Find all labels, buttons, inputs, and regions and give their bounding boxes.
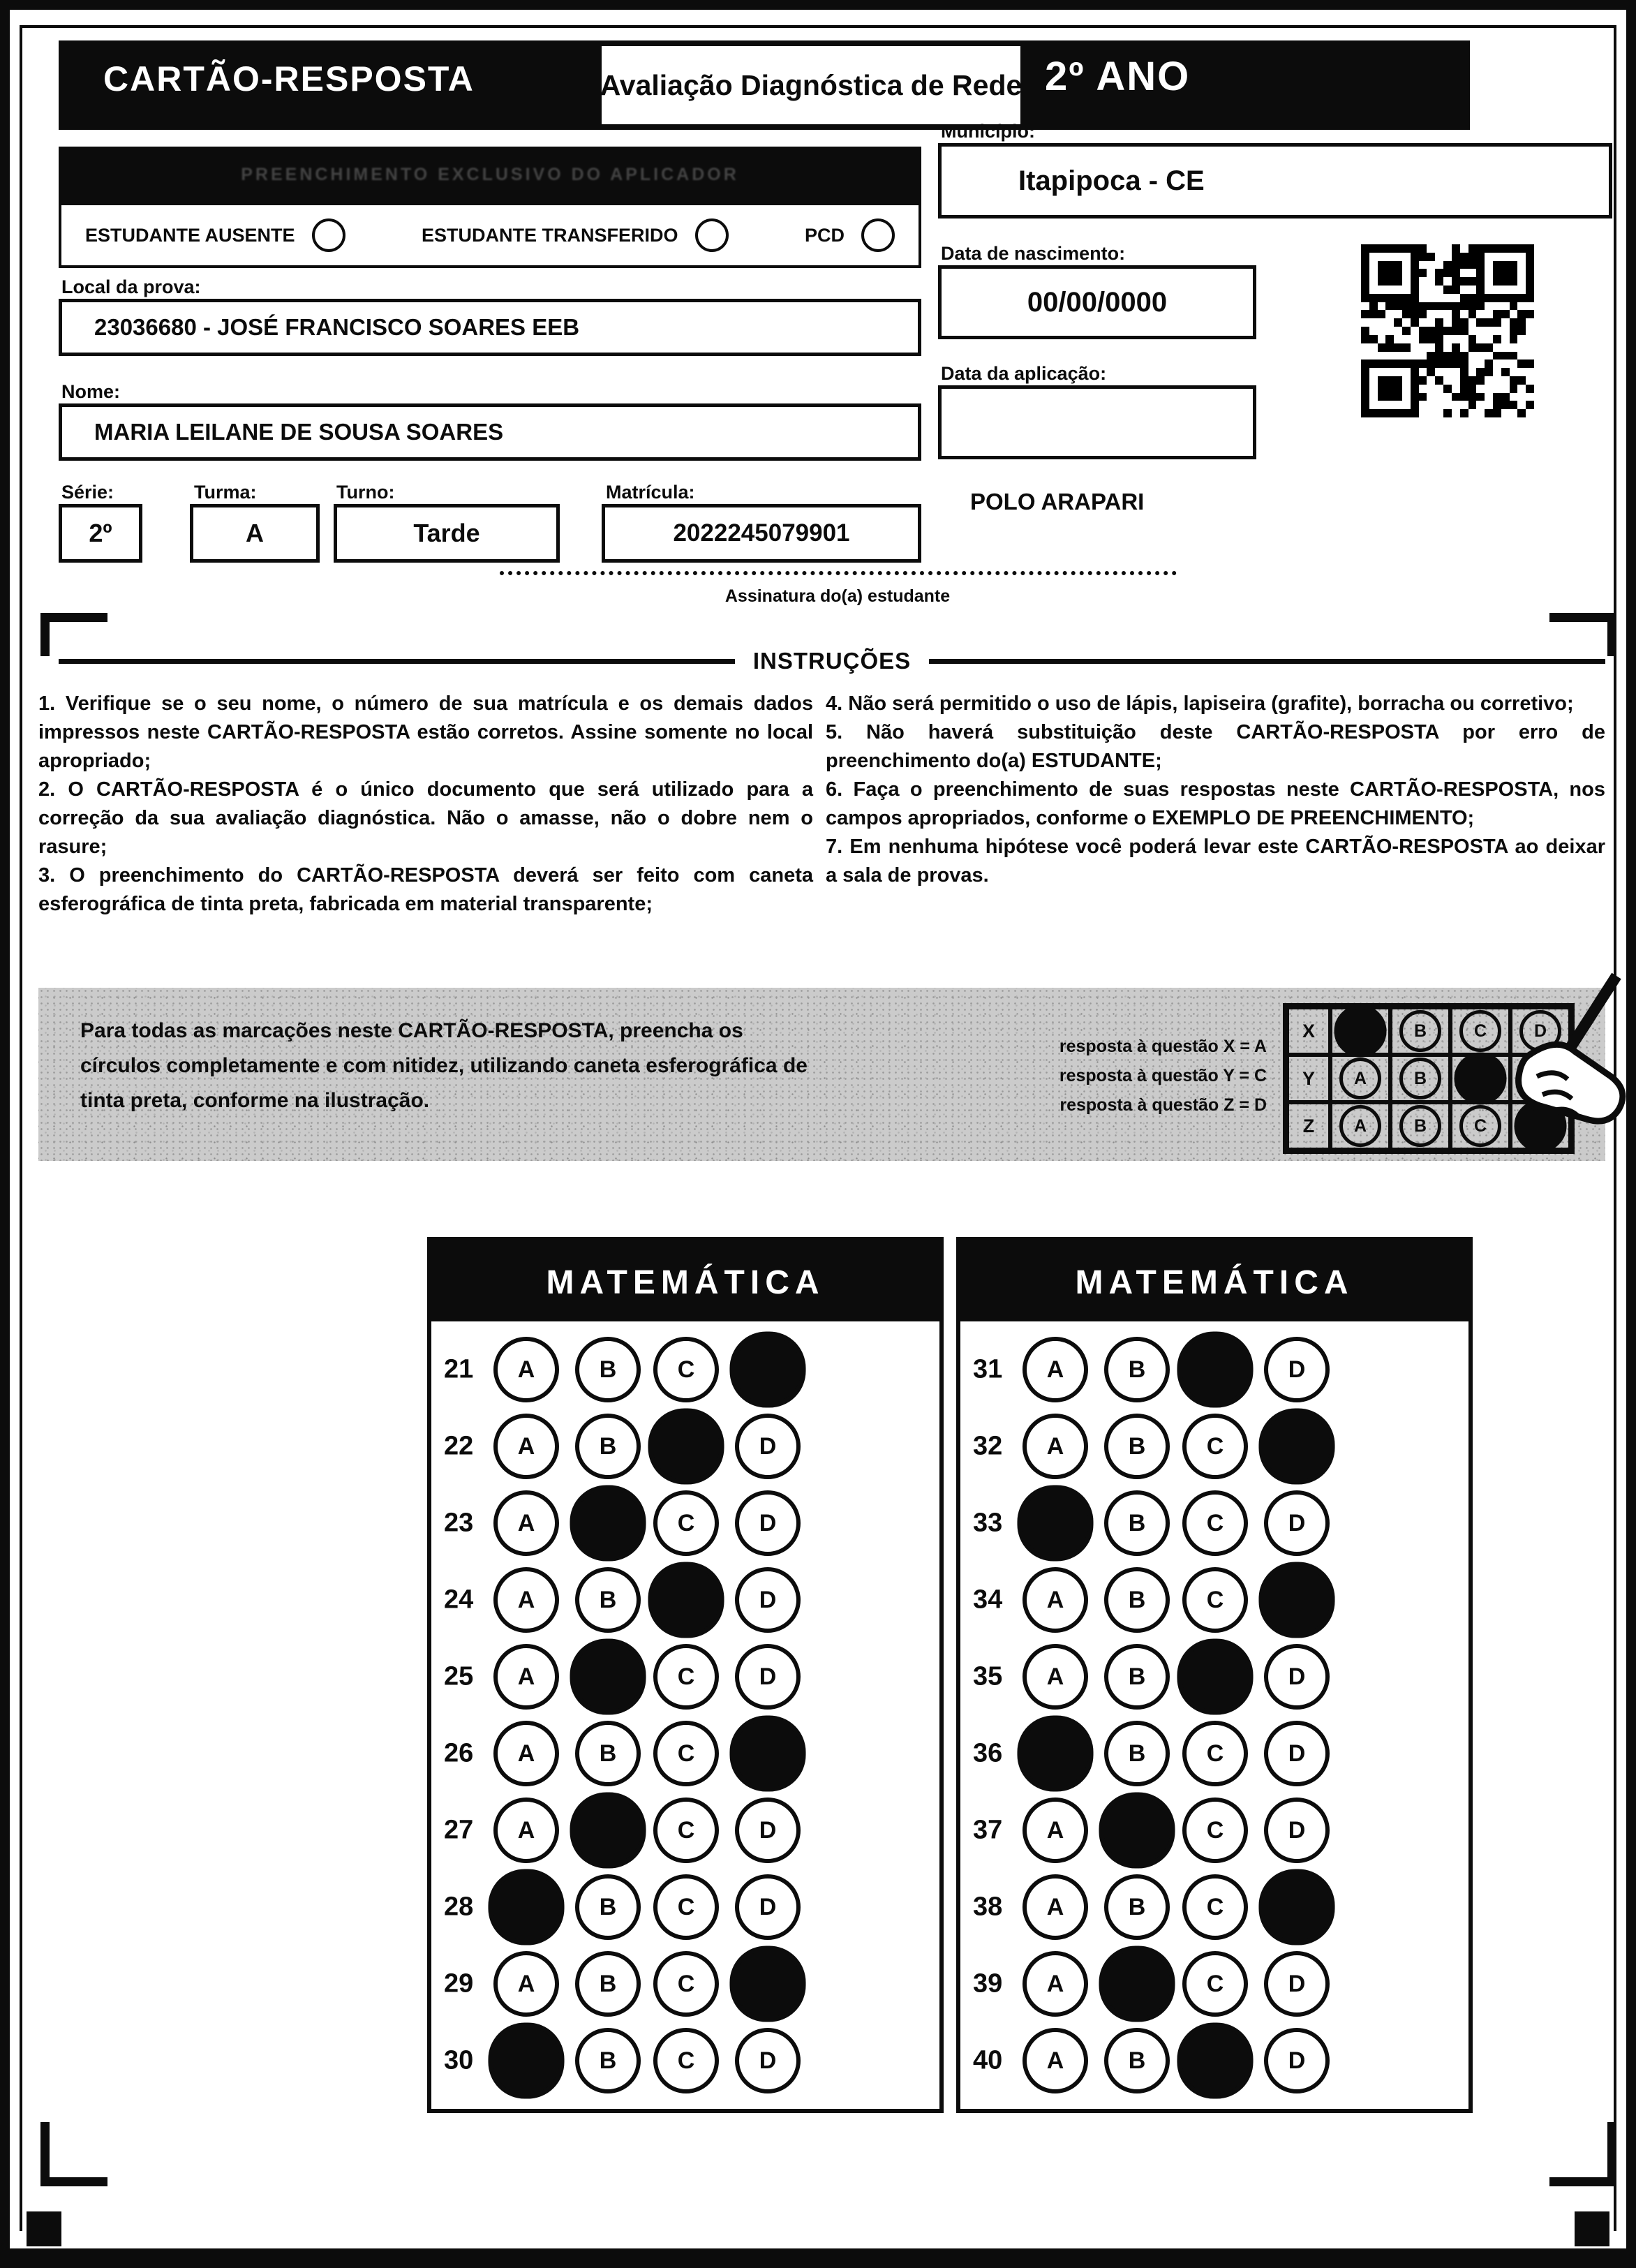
example-bubble-X-A xyxy=(1334,1005,1387,1058)
bracket-bottom-right xyxy=(1549,2122,1616,2186)
answer-row xyxy=(431,1562,939,1638)
answer-grid-1 xyxy=(427,1317,944,2113)
instruction-item: 5. Não haverá substituição deste CARTÃO-RESPOSTA por erro de preenchimento do(a) ESTUDANTE; xyxy=(826,721,1605,772)
question-number: 32 xyxy=(973,1431,1003,1461)
example-cell xyxy=(1390,1055,1450,1102)
instruction-item: 3. O preenchimento do CARTÃO-RESPOSTA deverá ser feito com caneta esferográfica de tinta preta, fabricada em material transparente; xyxy=(38,864,813,915)
answer-row xyxy=(960,1715,1468,1792)
turno-field xyxy=(334,504,560,563)
instruction-item: 1. Verifique se o seu nome, o número de sua matrícula e os demais dados impressos neste CARTÃO-RESPOSTA estão corretos. Assine somente no local apropriado; xyxy=(38,692,813,772)
nome-label: Nome: xyxy=(61,381,121,402)
example-bubble-X-C: C xyxy=(1459,1010,1501,1052)
bubble-38-C[interactable]: C xyxy=(1182,1874,1248,1940)
answer-row xyxy=(960,1792,1468,1869)
bubble-25-C[interactable]: C xyxy=(653,1644,719,1710)
bubble-21-C[interactable]: C xyxy=(653,1337,719,1402)
answer-row xyxy=(960,1331,1468,1408)
polo-label: POLO ARAPARI xyxy=(970,489,1145,514)
question-number: 39 xyxy=(973,1969,1003,1999)
question-number: 29 xyxy=(444,1969,474,1999)
example-bubble-X-B: B xyxy=(1399,1010,1441,1052)
bubble-28-A[interactable] xyxy=(488,1869,564,1945)
example-bubble-Y-B: B xyxy=(1399,1058,1441,1099)
example-cell xyxy=(1330,1055,1390,1102)
answer-row xyxy=(431,1869,939,1945)
instruction-item: 2. O CARTÃO-RESPOSTA é o único documento que será utilizado para a correção da sua avaliação diagnóstica. Não o amasse, não o dobre nem o rasure; xyxy=(38,778,813,858)
example-cell xyxy=(1390,1007,1450,1055)
hand-pen-illustration xyxy=(1464,972,1632,1159)
bubble-33-C[interactable]: C xyxy=(1182,1490,1248,1556)
question-number: 33 xyxy=(973,1508,1003,1538)
bubble-31-D[interactable]: D xyxy=(1264,1337,1330,1402)
bubble-30-C[interactable]: C xyxy=(653,2028,719,2093)
question-number: 23 xyxy=(444,1508,474,1538)
bubble-30-B[interactable]: B xyxy=(575,2028,641,2093)
answer-row xyxy=(431,2022,939,2099)
status-label: PCD xyxy=(804,224,845,246)
bubble-40-C[interactable] xyxy=(1177,2022,1253,2098)
bubble-39-B[interactable] xyxy=(1099,1945,1175,2022)
answer-row xyxy=(431,1945,939,2022)
bubble-29-D[interactable] xyxy=(729,1945,805,2022)
bubble-23-A[interactable]: A xyxy=(493,1490,559,1556)
local-label: Local da prova: xyxy=(61,276,201,297)
bubble-30-D[interactable]: D xyxy=(735,2028,801,2093)
answer-row xyxy=(960,1945,1468,2022)
applicator-bar-text: PREENCHIMENTO EXCLUSIVO DO APLICADOR xyxy=(241,164,739,184)
bubble-25-A[interactable]: A xyxy=(493,1644,559,1710)
question-number: 36 xyxy=(973,1738,1003,1768)
answer-row xyxy=(960,1562,1468,1638)
grade-label: 2º ANO xyxy=(1045,54,1191,99)
bubble-39-A[interactable]: A xyxy=(1022,1951,1088,2017)
municipio-label: Município: xyxy=(941,121,1035,142)
bubble-35-D[interactable]: D xyxy=(1264,1644,1330,1710)
nascimento-value: 00/00/0000 xyxy=(1027,286,1168,318)
bubble-32-A[interactable]: A xyxy=(1022,1414,1088,1479)
status-label: ESTUDANTE TRANSFERIDO xyxy=(422,224,678,246)
bubble-34-C[interactable]: C xyxy=(1182,1567,1248,1633)
instructions-header xyxy=(59,648,1605,674)
example-cell xyxy=(1330,1007,1390,1055)
instructions-title: INSTRUÇÕES xyxy=(752,648,912,674)
bubble-22-B[interactable]: B xyxy=(575,1414,641,1479)
bubble-28-D[interactable]: D xyxy=(735,1874,801,1940)
page-border-bottom xyxy=(0,2248,1636,2268)
status-option-pcd xyxy=(805,218,895,252)
question-number: 30 xyxy=(444,2045,474,2075)
bubble-24-C[interactable] xyxy=(648,1562,724,1638)
answer-row xyxy=(960,1485,1468,1562)
answer-row xyxy=(431,1331,939,1408)
status-option-ausente xyxy=(85,218,345,252)
question-number: 21 xyxy=(444,1354,474,1384)
example-row-label: Y xyxy=(1287,1055,1330,1102)
matricula-value: 2022245079901 xyxy=(673,519,850,547)
instruction-item: 7. Em nenhuma hipótese você poderá levar este CARTÃO-RESPOSTA ao deixar a sala de provas. xyxy=(826,836,1605,887)
answer-row xyxy=(431,1715,939,1792)
example-bubble-Z-C: C xyxy=(1459,1105,1501,1147)
bubble-32-D[interactable] xyxy=(1258,1408,1334,1484)
bubble-21-D[interactable] xyxy=(729,1331,805,1407)
bubble-37-A[interactable]: A xyxy=(1022,1798,1088,1863)
bubble-33-B[interactable]: B xyxy=(1104,1490,1170,1556)
pcd-bubble[interactable] xyxy=(861,218,895,252)
bubble-25-B[interactable] xyxy=(570,1638,646,1714)
bubble-27-B[interactable] xyxy=(570,1792,646,1868)
local-field xyxy=(59,299,921,356)
turma-value: A xyxy=(246,519,264,547)
serie-field xyxy=(59,504,142,563)
bubble-29-C[interactable]: C xyxy=(653,1951,719,2017)
example-row-label: X xyxy=(1287,1007,1330,1055)
question-number: 31 xyxy=(973,1354,1003,1384)
bubble-24-D[interactable]: D xyxy=(735,1567,801,1633)
bubble-26-D[interactable] xyxy=(729,1715,805,1791)
exam-title-box xyxy=(602,46,1020,124)
aplicacao-field xyxy=(938,385,1256,459)
example-bubble-X-D: D xyxy=(1519,1010,1561,1052)
bubble-36-B[interactable]: B xyxy=(1104,1721,1170,1786)
bubble-37-D[interactable]: D xyxy=(1264,1798,1330,1863)
bubble-40-B[interactable]: B xyxy=(1104,2028,1170,2093)
matricula-label: Matrícula: xyxy=(606,482,695,503)
bracket-bottom-left xyxy=(40,2122,107,2186)
bubble-37-B[interactable] xyxy=(1099,1792,1175,1868)
answer-row xyxy=(960,1638,1468,1715)
exam-title: Avaliação Diagnóstica de Rede xyxy=(600,68,1022,101)
bubble-36-C[interactable]: C xyxy=(1182,1721,1248,1786)
page-border-left xyxy=(0,0,10,2268)
bubble-39-C[interactable]: C xyxy=(1182,1951,1248,2017)
legend-line-y: resposta à questão Y = C xyxy=(1059,1066,1267,1085)
bubble-40-D[interactable]: D xyxy=(1264,2028,1330,2093)
question-number: 24 xyxy=(444,1585,474,1615)
bubble-34-D[interactable] xyxy=(1258,1562,1334,1638)
serie-label: Série: xyxy=(61,482,114,503)
answer-row xyxy=(431,1792,939,1869)
bubble-23-B[interactable] xyxy=(570,1485,646,1561)
instructions-left-column xyxy=(38,690,813,919)
bubble-37-C[interactable]: C xyxy=(1182,1798,1248,1863)
bubble-38-A[interactable]: A xyxy=(1022,1874,1088,1940)
bubble-32-C[interactable]: C xyxy=(1182,1414,1248,1479)
bubble-35-C[interactable] xyxy=(1177,1638,1253,1714)
question-number: 35 xyxy=(973,1661,1003,1691)
bubble-39-D[interactable]: D xyxy=(1264,1951,1330,2017)
bubble-22-A[interactable]: A xyxy=(493,1414,559,1479)
legend-line-z: resposta à questão Z = D xyxy=(1059,1095,1267,1115)
turma-label: Turma: xyxy=(194,482,257,503)
bubble-31-C[interactable] xyxy=(1177,1331,1253,1407)
subject-header-1: MATEMÁTICA xyxy=(427,1237,944,1328)
bubble-21-A[interactable]: A xyxy=(493,1337,559,1402)
example-legend xyxy=(1016,1032,1267,1120)
question-number: 34 xyxy=(973,1585,1003,1615)
nome-value: MARIA LEILANE DE SOUSA SOARES xyxy=(94,419,504,445)
municipio-value: Itapipoca - CE xyxy=(1018,165,1205,196)
subject-header-2: MATEMÁTICA xyxy=(956,1237,1473,1328)
bubble-23-C[interactable]: C xyxy=(653,1490,719,1556)
bubble-24-B[interactable]: B xyxy=(575,1567,641,1633)
bubble-28-B[interactable]: B xyxy=(575,1874,641,1940)
example-cell xyxy=(1390,1102,1450,1150)
bubble-29-A[interactable]: A xyxy=(493,1951,559,2017)
example-bubble-Y-A: A xyxy=(1339,1058,1381,1099)
bubble-32-B[interactable]: B xyxy=(1104,1414,1170,1479)
bubble-35-B[interactable]: B xyxy=(1104,1644,1170,1710)
legend-line-x: resposta à questão X = A xyxy=(1059,1037,1267,1056)
turma-field xyxy=(190,504,320,563)
bubble-26-B[interactable]: B xyxy=(575,1721,641,1786)
example-bubble-Z-A: A xyxy=(1339,1105,1381,1147)
bubble-21-B[interactable]: B xyxy=(575,1337,641,1402)
example-cell xyxy=(1330,1102,1390,1150)
bubble-22-D[interactable]: D xyxy=(735,1414,801,1479)
bubble-38-D[interactable] xyxy=(1258,1869,1334,1945)
nascimento-field xyxy=(938,265,1256,339)
card-title: CARTÃO-RESPOSTA xyxy=(103,59,475,98)
nascimento-label: Data de nascimento: xyxy=(941,243,1126,264)
answer-row xyxy=(431,1408,939,1485)
question-number: 37 xyxy=(973,1815,1003,1845)
instructions-right-column xyxy=(826,690,1605,890)
aplicacao-label: Data da aplicação: xyxy=(941,363,1107,384)
local-value: 23036680 - JOSÉ FRANCISCO SOARES EEB xyxy=(94,314,580,340)
answer-row xyxy=(960,1408,1468,1485)
answer-grid-2 xyxy=(956,1317,1473,2113)
bubble-28-C[interactable]: C xyxy=(653,1874,719,1940)
ausente-bubble[interactable] xyxy=(312,218,345,252)
status-option-transferido xyxy=(422,218,729,252)
municipio-field xyxy=(938,143,1612,218)
bubble-26-C[interactable]: C xyxy=(653,1721,719,1786)
answer-row xyxy=(431,1485,939,1562)
question-number: 28 xyxy=(444,1892,474,1922)
bubble-29-B[interactable]: B xyxy=(575,1951,641,2017)
bubble-26-A[interactable]: A xyxy=(493,1721,559,1786)
bubble-27-C[interactable]: C xyxy=(653,1798,719,1863)
bubble-36-D[interactable]: D xyxy=(1264,1721,1330,1786)
question-number: 26 xyxy=(444,1738,474,1768)
bubble-33-D[interactable]: D xyxy=(1264,1490,1330,1556)
instruction-item: 4. Não será permitido o uso de lápis, lapiseira (grafite), borracha ou corretivo; xyxy=(826,692,1574,715)
bubble-30-A[interactable] xyxy=(488,2022,564,2098)
nome-field xyxy=(59,403,921,461)
applicator-bar xyxy=(59,147,921,202)
bubble-35-A[interactable]: A xyxy=(1022,1644,1088,1710)
matricula-field xyxy=(602,504,921,563)
example-bubble-Z-B: B xyxy=(1399,1105,1441,1147)
bubble-27-A[interactable]: A xyxy=(493,1798,559,1863)
bubble-31-B[interactable]: B xyxy=(1104,1337,1170,1402)
registration-mark-right xyxy=(1575,2211,1609,2246)
status-label: ESTUDANTE AUSENTE xyxy=(85,224,295,246)
question-number: 22 xyxy=(444,1431,474,1461)
answer-row xyxy=(960,2022,1468,2099)
bubble-33-A[interactable] xyxy=(1017,1485,1093,1561)
bubble-38-B[interactable]: B xyxy=(1104,1874,1170,1940)
question-number: 40 xyxy=(973,2045,1003,2075)
turno-value: Tarde xyxy=(413,519,480,547)
signature-line[interactable] xyxy=(500,571,1177,575)
bubble-31-A[interactable]: A xyxy=(1022,1337,1088,1402)
question-number: 38 xyxy=(973,1892,1003,1922)
page-border-top xyxy=(0,0,1636,10)
instruction-item: 6. Faça o preenchimento de suas respostas neste CARTÃO-RESPOSTA, nos campos apropriados, conforme o EXEMPLO DE PREENCHIMENTO; xyxy=(826,778,1605,829)
registration-mark-left xyxy=(27,2211,61,2246)
question-number: 25 xyxy=(444,1661,474,1691)
bubble-22-C[interactable] xyxy=(648,1408,724,1484)
example-row-label: Z xyxy=(1287,1102,1330,1150)
transferido-bubble[interactable] xyxy=(695,218,729,252)
serie-value: 2º xyxy=(89,519,112,547)
answer-row xyxy=(960,1869,1468,1945)
signature-caption: Assinatura do(a) estudante xyxy=(724,586,951,606)
turno-label: Turno: xyxy=(336,482,395,503)
bubble-25-D[interactable]: D xyxy=(735,1644,801,1710)
bubble-40-A[interactable]: A xyxy=(1022,2028,1088,2093)
bubble-36-A[interactable] xyxy=(1017,1715,1093,1791)
instructions-rule-left xyxy=(59,659,735,664)
bubble-27-D[interactable]: D xyxy=(735,1798,801,1863)
status-options-box xyxy=(59,202,921,268)
bubble-23-D[interactable]: D xyxy=(735,1490,801,1556)
instructions-rule-right xyxy=(929,659,1605,664)
qr-code xyxy=(1361,244,1534,417)
bubble-24-A[interactable]: A xyxy=(493,1567,559,1633)
answer-row xyxy=(431,1638,939,1715)
bubble-34-B[interactable]: B xyxy=(1104,1567,1170,1633)
bubble-34-A[interactable]: A xyxy=(1022,1567,1088,1633)
example-text: Para todas as marcações neste CARTÃO-RESPOSTA, preencha os círculos completamente e com nitidez, utilizando caneta esferográfica de tinta preta, conforme na ilustração. xyxy=(80,1019,808,1112)
question-number: 27 xyxy=(444,1815,474,1845)
